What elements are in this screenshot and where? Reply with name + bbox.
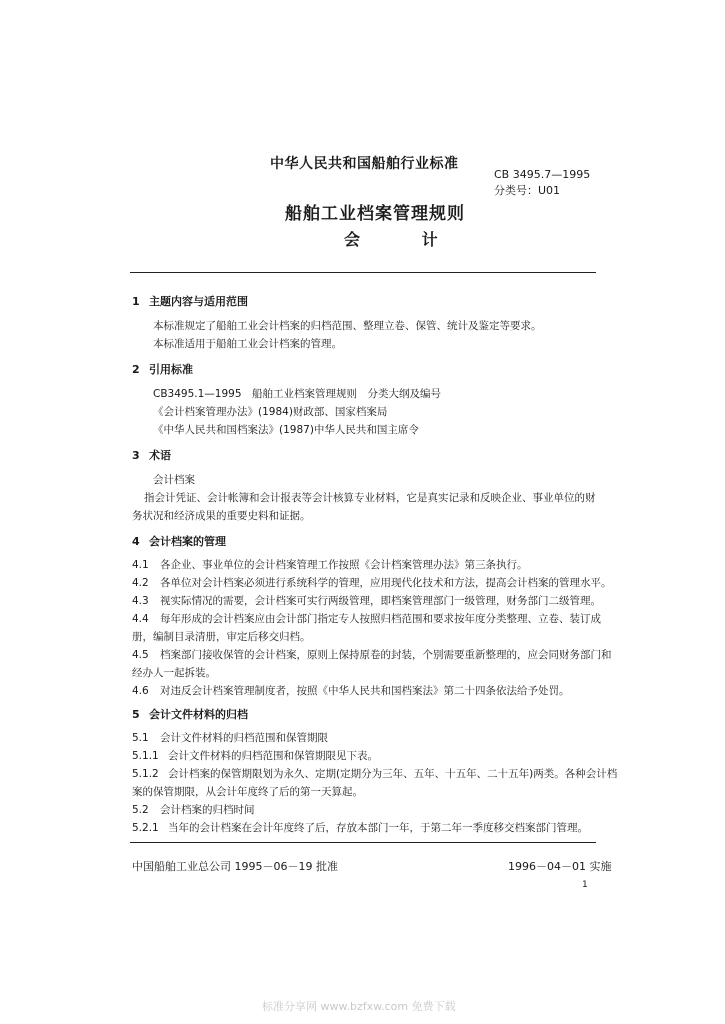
clause-continuation: 案的保管期限，从会计年度终了后的第一天算起。 — [132, 786, 363, 798]
clause — [132, 593, 601, 608]
implementation-date: 1996－04－01 实施 — [508, 860, 612, 873]
paragraph: 本标准规定了船舶工业会计档案的归档范围、整理立卷、保管、统计及鉴定等要求。 — [153, 320, 542, 332]
clause — [132, 647, 612, 662]
term: 会计档案 — [153, 474, 195, 486]
clause-continuation: 经办人一起拆装。 — [132, 667, 216, 679]
reference-item: CB3495.1—1995 船舶工业档案管理规则 分类大纲及编号 — [153, 388, 441, 400]
clause — [132, 820, 588, 835]
clause-continuation: 册，编制目录清册，审定后移交归档。 — [132, 631, 311, 643]
clause-text: 视实际情况的需要，会计档案可实行两级管理，即档案管理部门一级管理，财务部门二级管理。 — [160, 595, 601, 607]
paragraph: 本标准适用于船舶工业会计档案的管理。 — [153, 338, 342, 350]
approval-line: 中国船舶工业总公司 1995－06－19 批准 — [132, 860, 338, 873]
section-3-heading — [132, 447, 171, 463]
reference-item: 《会计档案管理办法》(1984)财政部、国家档案局 — [153, 406, 388, 418]
clause-text: 会计文件材料的归档范围和保管期限见下表。 — [168, 750, 378, 762]
clause-text: 当年的会计档案在会计年度终了后，存放本部门一年，于第二年一季度移交档案部门管理。 — [168, 822, 588, 834]
classification-number: 分类号：U01 — [494, 184, 561, 197]
watermark: 标准分享网 www.bzfxw.com 免费下载 — [262, 1000, 456, 1013]
clause-number: 4.4 — [132, 613, 149, 625]
clause — [132, 766, 617, 781]
section-title: 会计档案的管理 — [149, 535, 226, 548]
clause — [132, 802, 255, 817]
section-1-heading — [132, 293, 248, 309]
clause-number: 5.1.2 — [132, 768, 159, 780]
top-divider — [130, 272, 596, 273]
clause-text: 会计档案的保管期限划为永久、定期(定期分为三年、五年、十五年、二十五年)两类。各种会计档 — [168, 768, 618, 780]
term-definition: 务状况和经济成果的重要史料和证据。 — [132, 510, 311, 522]
document-title: 船舶工业档案管理规则 — [285, 204, 465, 224]
clause-text: 会计档案的归档时间 — [160, 804, 255, 816]
clause — [132, 575, 612, 590]
clause-number: 4.6 — [132, 685, 149, 697]
clause-number: 5.1 — [132, 732, 149, 744]
clause — [132, 557, 528, 572]
reference-item: 《中华人民共和国档案法》(1987)中华人民共和国主席令 — [153, 424, 419, 436]
clause-number: 4.5 — [132, 649, 149, 661]
clause — [132, 730, 328, 745]
clause-text: 会计文件材料的归档范围和保管期限 — [160, 732, 328, 744]
clause-number: 4.1 — [132, 559, 149, 571]
clause-text: 各单位对会计档案必须进行系统科学的管理，应用现代化技术和方法，提高会计档案的管理水平。 — [160, 577, 612, 589]
section-number: 5 — [132, 708, 140, 721]
page-number: 1 — [582, 880, 588, 890]
industry-title: 中华人民共和国船舶行业标准 — [270, 156, 459, 172]
section-title: 术语 — [149, 449, 171, 462]
clause-text: 各企业、事业单位的会计档案管理工作按照《会计档案管理办法》第三条执行。 — [160, 559, 528, 571]
clause — [132, 748, 378, 763]
clause — [132, 611, 601, 626]
clause-number: 5.1.1 — [132, 750, 159, 762]
clause — [132, 683, 570, 698]
section-number: 3 — [132, 449, 140, 462]
clause-text: 每年形成的会计档案应由会计部门指定专人按照归档范围和要求按年度分类整理、立卷、装订成 — [160, 613, 601, 625]
section-title: 主题内容与适用范围 — [149, 295, 248, 308]
clause-text: 对违反会计档案管理制度者，按照《中华人民共和国档案法》第二十四条依法给予处罚。 — [160, 685, 570, 697]
clause-number: 5.2 — [132, 804, 149, 816]
section-number: 2 — [132, 363, 140, 376]
bottom-divider — [130, 842, 596, 843]
clause-text: 档案部门接收保管的会计档案，原则上保持原卷的封装，个别需要重新整理的，应会同财务部门和 — [160, 649, 612, 661]
clause-number: 4.3 — [132, 595, 149, 607]
section-title: 引用标准 — [149, 363, 193, 376]
section-number: 1 — [132, 295, 140, 308]
section-2-heading — [132, 361, 193, 377]
clause-number: 5.2.1 — [132, 822, 159, 834]
standard-code: CB 3495.7—1995 — [494, 168, 591, 181]
section-5-heading — [132, 706, 248, 722]
term-definition: 指会计凭证、会计帐簿和会计报表等会计核算专业材料，它是真实记录和反映企业、事业单位的财 — [144, 492, 596, 504]
document-subtitle: 会 计 — [344, 230, 466, 249]
section-4-heading — [132, 533, 226, 549]
section-number: 4 — [132, 535, 140, 548]
section-title: 会计文件材料的归档 — [149, 708, 248, 721]
clause-number: 4.2 — [132, 577, 149, 589]
